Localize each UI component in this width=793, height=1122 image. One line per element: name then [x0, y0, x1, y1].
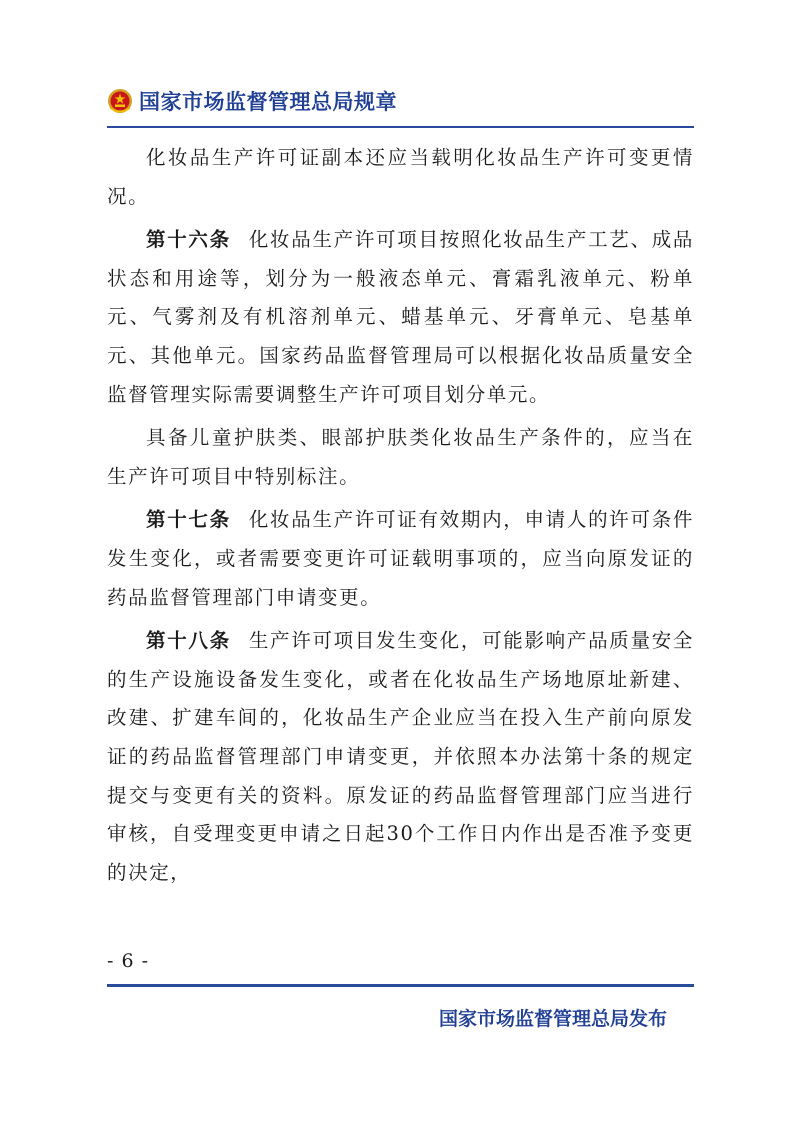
page-header [107, 84, 397, 118]
footer-divider [107, 984, 694, 987]
article-number: 第十七条 [146, 508, 231, 532]
paragraph [107, 419, 694, 496]
article-number: 第十八条 [146, 629, 231, 653]
paragraph-text: 化妆品生产许可证有效期内，申请人的许可条件发生变化，或者需要变更许可证载明事项的，应当向原发证的药品监督管理部门申请变更。 [107, 508, 694, 609]
paragraph [107, 139, 694, 216]
paragraph-text: 化妆品生产许可证副本还应当载明化妆品生产许可变更情况。 [107, 146, 694, 208]
header-divider [107, 126, 694, 128]
page-number: - 6 - [107, 950, 150, 972]
paragraph [107, 221, 694, 414]
header-title: 国家市场监督管理总局规章 [139, 90, 397, 114]
paragraph-text: 化妆品生产许可项目按照化妆品生产工艺、成品状态和用途等，划分为一般液态单元、膏霜乳液单元、粉单元、气雾剂及有机溶剂单元、蜡基单元、牙膏单元、皂基单元、其他单元。国家药品监督管理局可以根据化妆品质量安全监督管理实际需要调整生产许可项目划分单元。 [107, 228, 694, 406]
footer-publisher: 国家市场监督管理总局发布 [438, 1008, 667, 1030]
article-number: 第十六条 [146, 228, 231, 252]
paragraph-text: 生产许可项目发生变化，可能影响产品质量安全的生产设施设备发生变化，或者在化妆品生产场地原址新建、改建、扩建车间的，化妆品生产企业应当在投入生产前向原发证的药品监督管理部门申请变更，并依照本办法第十条的规定提交与变更有关的资料。原发证的药品监督管理部门应当进行审核，自受理变更申请之日起30个工作日内作出是否准予变更的决定， [107, 629, 694, 884]
paragraph-text: 具备儿童护肤类、眼部护肤类化妆品生产条件的，应当在生产许可项目中特别标注。 [107, 426, 694, 488]
paragraph [107, 501, 694, 617]
document-body [107, 139, 694, 897]
national-emblem-icon [107, 88, 133, 114]
paragraph [107, 622, 694, 892]
